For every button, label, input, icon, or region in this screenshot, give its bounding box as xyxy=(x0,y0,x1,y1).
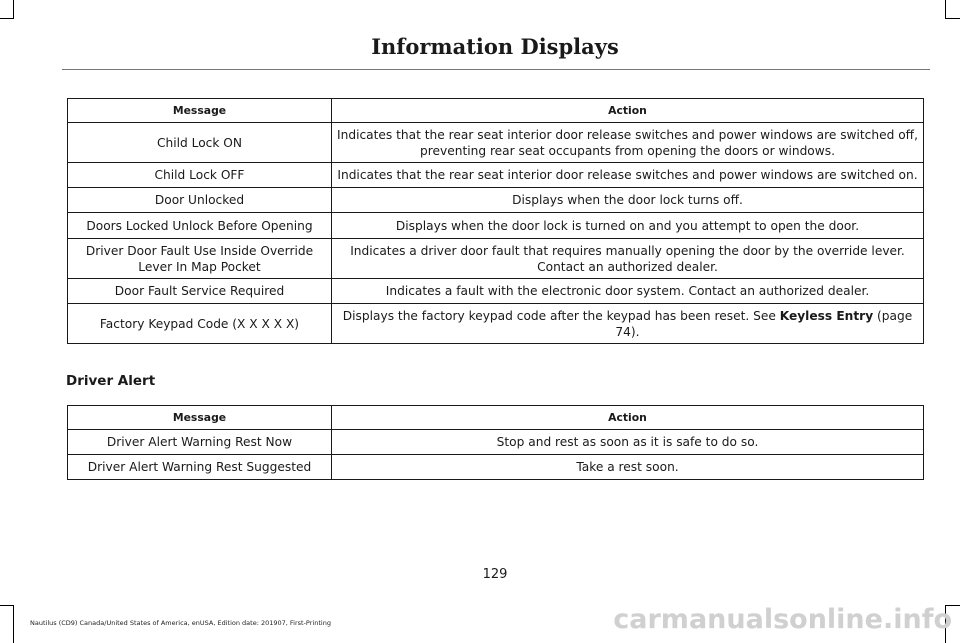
page-title: Information Displays xyxy=(371,34,619,59)
table-header-row xyxy=(68,406,924,430)
page-number: 129 xyxy=(482,567,508,582)
header-message: Message xyxy=(68,99,332,123)
section-heading: Driver Alert xyxy=(66,373,156,389)
header-action: Action xyxy=(332,99,924,123)
header-action: Action xyxy=(332,406,924,430)
action-cell: Displays when the door lock turns off. xyxy=(332,188,924,213)
watermark: carmanualsonline.info xyxy=(613,604,952,635)
table-row xyxy=(68,304,924,344)
crop-mark xyxy=(13,0,14,19)
header-message: Message xyxy=(68,406,332,430)
crop-mark xyxy=(945,18,960,19)
table-row xyxy=(68,123,924,163)
table-header-row xyxy=(68,99,924,123)
action-text: (page 74). xyxy=(615,308,913,339)
crop-mark xyxy=(0,18,14,19)
table-row xyxy=(68,455,924,480)
message-cell: Door Unlocked xyxy=(68,188,332,213)
action-cell: Indicates a fault with the electronic door system. Contact an authorized dealer. xyxy=(332,279,924,304)
message-cell: Doors Locked Unlock Before Opening xyxy=(68,213,332,239)
message-cell: Factory Keypad Code (X X X X X) xyxy=(68,304,332,344)
table-row xyxy=(68,188,924,213)
action-cell: Stop and rest as soon as it is safe to do so. xyxy=(332,430,924,455)
crop-mark xyxy=(945,0,946,19)
crop-mark xyxy=(13,605,14,643)
table-row xyxy=(68,213,924,239)
crop-mark xyxy=(0,605,14,606)
footer-edition: Nautilus (CD9) Canada/United States of America, enUSA, Edition date: 201907, First-Printing xyxy=(30,619,331,627)
door-messages-table xyxy=(67,98,924,344)
action-cell: Indicates that the rear seat interior door release switches and power windows are switched off, preventing rear seat occupants from opening the doors or windows. xyxy=(332,123,924,163)
action-cell: Indicates that the rear seat interior door release switches and power windows are switched on. xyxy=(332,163,924,188)
action-cell xyxy=(332,304,924,344)
cross-reference-link[interactable]: Keyless Entry xyxy=(779,308,874,323)
action-cell: Displays when the door lock is turned on and you attempt to open the door. xyxy=(332,213,924,239)
action-cell: Indicates a driver door fault that requires manually opening the door by the override lever. Contact an authorized dealer. xyxy=(332,239,924,279)
table-row xyxy=(68,279,924,304)
table-row xyxy=(68,239,924,279)
title-rule xyxy=(62,69,930,70)
message-cell: Driver Alert Warning Rest Suggested xyxy=(68,455,332,480)
message-cell: Door Fault Service Required xyxy=(68,279,332,304)
table-row xyxy=(68,163,924,188)
table-row xyxy=(68,430,924,455)
message-cell: Driver Alert Warning Rest Now xyxy=(68,430,332,455)
action-cell: Take a rest soon. xyxy=(332,455,924,480)
action-text: Displays the factory keypad code after the keypad has been reset. See xyxy=(342,308,780,323)
message-cell: Child Lock ON xyxy=(68,123,332,163)
message-cell: Child Lock OFF xyxy=(68,163,332,188)
driver-alert-table xyxy=(67,405,924,480)
message-cell: Driver Door Fault Use Inside Override Lever In Map Pocket xyxy=(68,239,332,279)
